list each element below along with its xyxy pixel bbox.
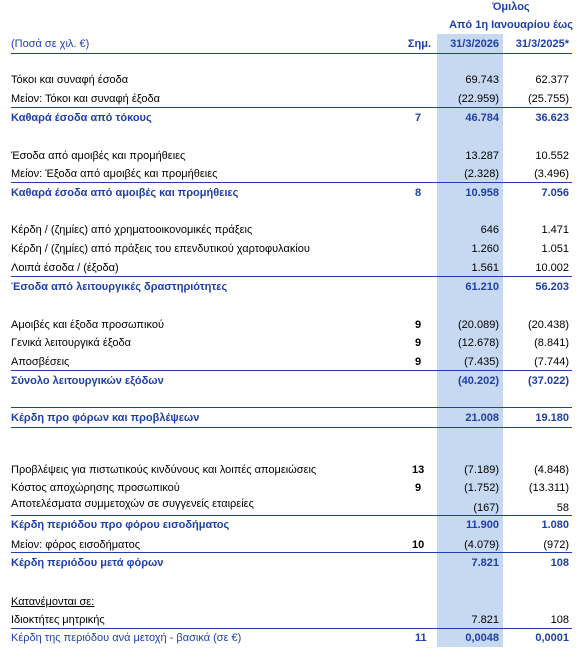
row-note: 9 [415,337,422,349]
row-label: Κέρδη περιόδου προ φόρου εισοδήματος [11,519,230,531]
row-label: Γενικά λειτουργικά έξοδα [11,337,131,349]
value-2026: (167) [473,502,499,514]
row-label: Καθαρά έσοδα από τόκους [11,112,152,124]
value-2026: (12.678) [458,337,499,349]
value-2025: 10.552 [535,150,569,162]
value-2025: 1.051 [541,243,569,255]
value-2026: 69.743 [465,74,499,86]
row-note: 9 [415,319,422,331]
row-label: Σύνολο λειτουργικών εξόδων [11,375,164,387]
value-2025: 1.080 [541,519,569,531]
row-label: Κέρδη της περιόδου ανά μετοχή - βασικά (σε €) [11,632,242,644]
value-2025: (13.311) [528,482,569,494]
row-label: Τόκοι και συναφή έσοδα [11,74,129,86]
row-label: Ιδιοκτήτες μητρικής [11,614,105,626]
value-2025: 7.056 [541,187,569,199]
value-2025: 58 [556,502,569,514]
value-2026: (7.189) [464,464,499,476]
row-rule [11,628,572,629]
value-2026: (2.328) [464,168,499,180]
value-2026: 13.287 [465,150,499,162]
row-note: 13 [412,464,425,476]
allocation-heading: Κατανέμονται σε: [11,596,95,608]
row-label: Αποτελέσματα συμμετοχών σε συγγενείς εταιρείες [11,498,254,510]
value-2026: 11.900 [465,519,499,531]
row-label: Έσοδα από αμοιβές και προμήθειες [11,150,186,162]
value-2025: 108 [550,557,569,569]
row-label: Αποσβέσεις [11,356,70,368]
value-2026: 7.821 [471,557,499,569]
value-2025: (4.848) [534,464,569,476]
row-label: Κόστος αποχώρησης προσωπικού [11,482,180,494]
value-2026: (20.089) [458,319,499,331]
row-label: Καθαρά έσοδα από αμοιβές και προμήθειες [11,187,239,199]
value-2026: 21.008 [465,412,499,424]
row-rule [11,370,572,371]
value-2026: (7.435) [464,356,499,368]
value-2025: (20.438) [528,319,569,331]
row-rule [11,552,572,553]
value-2026: 10.958 [465,187,499,199]
row-label: Μείον: φόρος εισοδήματος [11,539,141,551]
row-label: Μείον: Τόκοι και συναφή έξοδα [11,93,160,105]
period-header: Από 1η Ιανουαρίου έως [449,19,573,31]
value-2026: 1.561 [471,262,499,274]
row-label: Κέρδη / (ζημίες) από χρηματοοικονομικές πράξεις [11,224,253,236]
column-header-2025: 31/3/2025* [515,38,569,50]
row-label: Έσοδα από λειτουργικές δραστηριότητες [11,281,228,293]
value-2026: 0,0048 [465,632,499,644]
row-note: 10 [412,539,425,551]
value-2026: (1.752) [464,482,499,494]
row-label: Μείον: Έξοδα από αμοιβές και προμήθειες [11,168,218,180]
row-rule [11,407,572,408]
row-note: 11 [415,632,427,644]
row-note: 7 [415,112,422,124]
value-2025: (3.496) [534,168,569,180]
value-2025: (25.755) [528,93,569,105]
amounts-unit-label: (Ποσά σε χιλ. €) [11,38,90,50]
note-column-header: Σημ. [407,38,431,50]
value-2026: 7.821 [471,614,499,626]
value-2025: (37.022) [528,375,569,387]
column-header-2026: 31/3/2026 [450,38,499,50]
value-2025: 0,0001 [535,632,569,644]
value-2025: 1.471 [541,224,569,236]
row-label: Κέρδη προ φόρων και προβλέψεων [11,412,200,424]
value-2025: 36.623 [535,112,569,124]
row-note: 9 [415,356,422,368]
value-2026: 646 [480,224,499,236]
row-rule [11,182,572,183]
value-2025: (8.841) [534,337,569,349]
row-label: Λοιπά έσοδα / (έξοδα) [11,262,119,274]
value-2026: (4.079) [464,539,499,551]
value-2026: 1.260 [471,243,499,255]
header-rule [11,53,572,54]
value-2026: 46.784 [465,112,499,124]
value-2026: 61.210 [465,281,499,293]
value-2025: 10.002 [535,262,569,274]
group-header: Όμιλος [492,1,530,13]
value-2025: 108 [550,614,569,626]
row-rule [11,107,572,108]
value-2025: 56.203 [535,281,569,293]
value-2026: (40.202) [458,375,499,387]
value-2025: 62.377 [535,74,569,86]
row-rule [11,515,572,516]
row-label: Κέρδη περιόδου μετά φόρων [11,557,164,569]
value-2025: (972) [543,539,569,551]
row-label: Αμοιβές και έξοδα προσωπικού [11,319,164,331]
row-rule [11,427,572,428]
row-label: Προβλέψεις για πιστωτικούς κινδύνους και λοιπές απομειώσεις [11,464,317,476]
value-2025: 19.180 [535,412,569,424]
row-note: 9 [415,482,422,494]
row-rule [11,276,572,277]
value-2025: (7.744) [534,356,569,368]
row-label: Κέρδη / (ζημίες) από πράξεις του επενδυτικού χαρτοφυλακίου [11,243,310,255]
value-2026: (22.959) [458,93,499,105]
row-note: 8 [415,187,422,199]
